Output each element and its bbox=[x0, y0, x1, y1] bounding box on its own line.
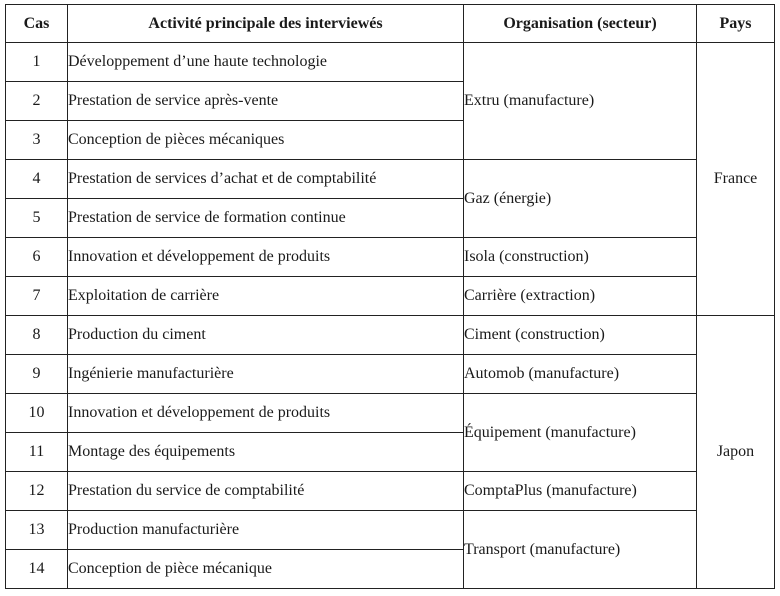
table-row bbox=[6, 394, 775, 433]
table-row bbox=[6, 277, 775, 316]
activite-cell: Innovation et développement de produits bbox=[68, 394, 464, 433]
cas-cell: 13 bbox=[6, 511, 68, 550]
cases-table bbox=[5, 4, 775, 589]
cas-cell: 11 bbox=[6, 433, 68, 472]
activite-cell: Prestation de service après-vente bbox=[68, 82, 464, 121]
cas-cell: 10 bbox=[6, 394, 68, 433]
cas-cell: 7 bbox=[6, 277, 68, 316]
activite-cell: Développement d’une haute technologie bbox=[68, 43, 464, 82]
header-pays: Pays bbox=[697, 5, 775, 43]
organisation-cell: Équipement (manufacture) bbox=[464, 394, 697, 472]
organisation-cell: Carrière (extraction) bbox=[464, 277, 697, 316]
table-row bbox=[6, 511, 775, 550]
header-cas: Cas bbox=[6, 5, 68, 43]
organisation-cell: Transport (manufacture) bbox=[464, 511, 697, 589]
activite-cell: Prestation du service de comptabilité bbox=[68, 472, 464, 511]
activite-cell: Exploitation de carrière bbox=[68, 277, 464, 316]
cas-cell: 8 bbox=[6, 316, 68, 355]
organisation-cell: Extru (manufacture) bbox=[464, 43, 697, 160]
table-row bbox=[6, 316, 775, 355]
pays-cell: France bbox=[697, 43, 775, 316]
organisation-cell: Isola (construction) bbox=[464, 238, 697, 277]
header-row bbox=[6, 5, 775, 43]
organisation-cell: ComptaPlus (manufacture) bbox=[464, 472, 697, 511]
table-row bbox=[6, 472, 775, 511]
cas-cell: 9 bbox=[6, 355, 68, 394]
table-row bbox=[6, 355, 775, 394]
organisation-cell: Automob (manufacture) bbox=[464, 355, 697, 394]
table-row bbox=[6, 43, 775, 82]
table-row bbox=[6, 238, 775, 277]
activite-cell: Ingénierie manufacturière bbox=[68, 355, 464, 394]
activite-cell: Production manufacturière bbox=[68, 511, 464, 550]
activite-cell: Innovation et développement de produits bbox=[68, 238, 464, 277]
cas-cell: 4 bbox=[6, 160, 68, 199]
organisation-cell: Gaz (énergie) bbox=[464, 160, 697, 238]
activite-cell: Production du ciment bbox=[68, 316, 464, 355]
organisation-cell: Ciment (construction) bbox=[464, 316, 697, 355]
cas-cell: 2 bbox=[6, 82, 68, 121]
cas-cell: 3 bbox=[6, 121, 68, 160]
activite-cell: Montage des équipements bbox=[68, 433, 464, 472]
cas-cell: 5 bbox=[6, 199, 68, 238]
cas-cell: 1 bbox=[6, 43, 68, 82]
header-organisation: Organisation (secteur) bbox=[464, 5, 697, 43]
header-activite: Activité principale des interviewés bbox=[68, 5, 464, 43]
activite-cell: Prestation de service de formation continue bbox=[68, 199, 464, 238]
activite-cell: Conception de pièce mécanique bbox=[68, 550, 464, 589]
activite-cell: Conception de pièces mécaniques bbox=[68, 121, 464, 160]
activite-cell: Prestation de services d’achat et de comptabilité bbox=[68, 160, 464, 199]
cas-cell: 14 bbox=[6, 550, 68, 589]
cas-cell: 12 bbox=[6, 472, 68, 511]
table-row bbox=[6, 160, 775, 199]
pays-cell: Japon bbox=[697, 316, 775, 589]
cas-cell: 6 bbox=[6, 238, 68, 277]
